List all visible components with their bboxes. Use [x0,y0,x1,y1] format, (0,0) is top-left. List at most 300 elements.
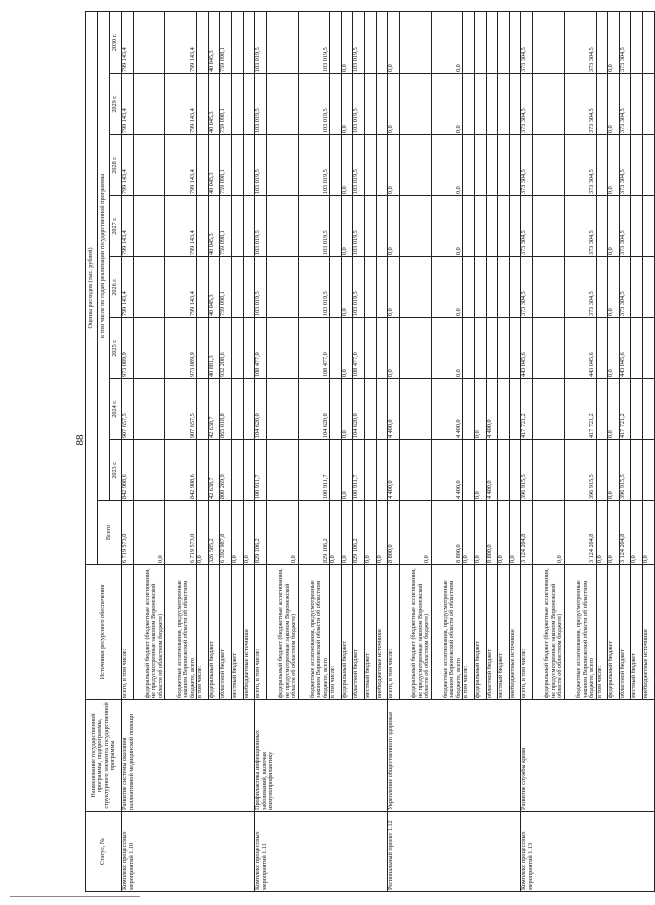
year-value-cell [266,379,298,440]
year-value-cell: 759 098,1 [220,11,232,73]
year-value-cell: 0,0 [608,74,620,135]
year-value-cell: 108 477,0 [353,318,365,379]
year-value-cell [133,11,165,73]
year-value-cell [243,318,255,379]
year-value-cell [643,135,655,196]
total-cell: 6 719 573,0 [122,501,134,565]
year-value-cell [486,196,498,257]
year-value-cell: 0,0 [475,440,487,501]
year-value-cell: 0,0 [431,196,463,257]
year-value-cell: 373 304,5 [564,135,596,196]
header-by-years: в том числе по годам реализации государственной программы [98,11,110,500]
year-value-cell: 108 477,0 [255,318,267,379]
year-value-cell [133,440,165,501]
year-value-cell [133,318,165,379]
year-value-cell: 0,0 [341,257,353,318]
source-cell: федеральный бюджет (бюджетные ассигнования, не предусмотренные законом Воронежской области об областном бюджете) [533,565,565,700]
table-body [122,11,655,891]
total-cell: 0,0 [631,501,643,565]
year-value-cell [197,135,209,196]
year-value-cell: 103 019,5 [298,74,330,135]
year-value-cell: 42 638,7 [208,440,220,501]
source-cell: в том числе: [197,565,209,700]
source-cell: федеральный бюджет [341,565,353,700]
year-value-cell: 0,0 [608,135,620,196]
year-value-cell [399,379,431,440]
year-value-cell [533,257,565,318]
year-value-cell: 42 638,7 [208,379,220,440]
year-value-cell [498,257,510,318]
source-cell: в том числе: [463,565,475,700]
source-cell: бюджетные ассигнования, предусмотренные законом Воронежской области об областном бюджете, всего [431,565,463,700]
total-cell: 0,0 [475,501,487,565]
source-cell: внебюджетные источники [376,565,388,700]
header-year: 2030 г. [110,11,122,73]
year-value-cell: 40 045,3 [208,74,220,135]
year-value-cell: 103 019,5 [298,257,330,318]
year-value-cell [475,196,487,257]
year-value-cell: 0,0 [608,257,620,318]
year-value-cell [266,135,298,196]
year-value-cell [631,318,643,379]
source-cell: местный бюджет [631,565,643,700]
year-value-cell [463,11,475,73]
year-value-cell [463,440,475,501]
year-value-cell [399,74,431,135]
year-value-cell [596,196,608,257]
year-value-cell: 373 304,5 [619,74,631,135]
header-estimate: Оценка расходов (тыс. рублей) [86,11,98,564]
year-value-cell: 417 721,2 [521,379,533,440]
source-cell: в том числе: [330,565,342,700]
year-value-cell [330,257,342,318]
source-cell: федеральный бюджет [208,565,220,700]
year-value-cell: 4 400,0 [431,440,463,501]
year-value-cell: 0,0 [388,257,400,318]
year-value-cell: 40 045,3 [208,11,220,73]
year-value-cell: 0,0 [431,74,463,135]
year-value-cell: 108 477,0 [298,318,330,379]
year-value-cell: 443 045,6 [521,318,533,379]
year-value-cell [399,257,431,318]
source-cell: областной бюджет [619,565,631,700]
year-value-cell [475,74,487,135]
year-value-cell [231,11,243,73]
year-value-cell: 0,0 [388,196,400,257]
rotated-page [85,12,655,892]
year-value-cell [498,135,510,196]
header-year: 2029 г. [110,74,122,135]
year-value-cell [197,440,209,501]
year-value-cell: 0,0 [608,318,620,379]
year-value-cell: 373 304,5 [564,257,596,318]
year-value-cell [376,135,388,196]
year-value-cell [266,74,298,135]
year-value-cell [631,379,643,440]
year-value-cell: 103 019,5 [298,135,330,196]
year-value-cell [243,74,255,135]
year-value-cell [498,74,510,135]
year-value-cell [376,11,388,73]
total-cell: 326 585,2 [208,501,220,565]
source-cell: областной бюджет [353,565,365,700]
year-value-cell [631,257,643,318]
year-value-cell [631,196,643,257]
year-value-cell: 100 911,7 [298,440,330,501]
year-value-cell [596,74,608,135]
year-value-cell [596,440,608,501]
year-value-cell [330,196,342,257]
year-value-cell [631,11,643,73]
year-value-cell [463,196,475,257]
year-value-cell [643,196,655,257]
year-value-cell [509,135,521,196]
year-value-cell [330,379,342,440]
year-value-cell: 0,0 [341,440,353,501]
program-name-cell: Развитие службы крови [521,700,655,812]
year-value-cell [330,11,342,73]
year-value-cell [643,11,655,73]
year-value-cell: 103 019,5 [255,196,267,257]
year-value-cell: 373 304,5 [619,11,631,73]
year-value-cell [509,318,521,379]
year-value-cell: 104 620,0 [298,379,330,440]
status-cell: Комплекс процессных мероприятий 1.11 [255,812,388,892]
total-cell: 0,0 [509,501,521,565]
year-value-cell: 373 304,5 [521,11,533,73]
year-value-cell: 40 045,3 [208,196,220,257]
table-row [388,11,400,891]
year-value-cell: 396 915,5 [521,440,533,501]
year-value-cell: 396 915,5 [619,440,631,501]
source-cell: федеральный бюджет [608,565,620,700]
year-value-cell: 907 657,5 [122,379,134,440]
year-value-cell [330,74,342,135]
year-value-cell [197,318,209,379]
table-row [255,11,267,891]
year-value-cell [376,379,388,440]
total-cell: 6 392 987,8 [220,501,232,565]
total-cell: 3 124 204,8 [521,501,533,565]
year-value-cell [243,257,255,318]
header-year: 2026 г. [110,257,122,318]
year-value-cell: 759 098,1 [220,135,232,196]
source-cell: внебюджетные источники [509,565,521,700]
source-cell: всего, в том числе: [388,565,400,700]
total-cell: 0,0 [243,501,255,565]
year-value-cell: 40 045,3 [208,135,220,196]
year-value-cell: 100 911,7 [353,440,365,501]
year-value-cell [596,379,608,440]
year-value-cell [486,135,498,196]
year-value-cell: 0,0 [341,196,353,257]
total-cell: 3 124 204,8 [619,501,631,565]
header-status: Статус, № [86,812,122,892]
year-value-cell: 103 019,5 [353,135,365,196]
year-value-cell: 373 304,5 [564,11,596,73]
year-value-cell [509,11,521,73]
header-total: Всего [98,501,122,565]
header-year: 2023 г. [110,440,122,501]
year-value-cell: 373 304,5 [521,257,533,318]
year-value-cell: 4 400,0 [486,440,498,501]
source-cell: областной бюджет [220,565,232,700]
year-value-cell: 104 620,0 [255,379,267,440]
header-year: 2024 г. [110,379,122,440]
source-cell: федеральный бюджет [475,565,487,700]
year-value-cell: 799 143,4 [122,257,134,318]
total-cell: 8 800,0 [431,501,463,565]
source-cell: всего, в том числе: [122,565,134,700]
year-value-cell [643,318,655,379]
year-value-cell: 417 721,2 [619,379,631,440]
year-value-cell [231,379,243,440]
year-value-cell: 799 143,4 [165,257,197,318]
year-value-cell [365,440,377,501]
year-value-cell [533,74,565,135]
year-value-cell: 373 304,5 [619,257,631,318]
year-value-cell [231,135,243,196]
year-value-cell: 0,0 [431,257,463,318]
year-value-cell [266,440,298,501]
year-value-cell: 0,0 [608,440,620,501]
year-value-cell: 0,0 [388,11,400,73]
year-value-cell [463,135,475,196]
status-cell: Комплекс процессных мероприятий 1.13 [521,812,655,892]
total-cell: 0,0 [231,501,243,565]
year-value-cell [231,318,243,379]
source-cell: федеральный бюджет (бюджетные ассигнования, не предусмотренные законом Воронежской области об областном бюджете) [399,565,431,700]
year-value-cell [463,257,475,318]
year-value-cell [266,257,298,318]
total-cell: 0,0 [266,501,298,565]
year-value-cell [643,440,655,501]
year-value-cell [330,440,342,501]
year-value-cell: 0,0 [341,74,353,135]
year-value-cell [399,440,431,501]
year-value-cell: 759 098,1 [220,196,232,257]
year-value-cell: 799 143,4 [122,74,134,135]
year-value-cell: 932 208,6 [220,318,232,379]
year-value-cell: 103 019,5 [255,135,267,196]
table-header [86,11,122,891]
year-value-cell [243,379,255,440]
year-value-cell: 842 908,6 [165,440,197,501]
source-cell: федеральный бюджет (бюджетные ассигнования, не предусмотренные законом Воронежской области об областном бюджете) [133,565,165,700]
year-value-cell: 0,0 [341,135,353,196]
year-value-cell [399,135,431,196]
header-source: Источники ресурсного обеспечения [86,565,122,700]
year-value-cell [231,257,243,318]
year-value-cell: 0,0 [608,196,620,257]
year-value-cell: 0,0 [608,11,620,73]
year-value-cell: 100 911,7 [255,440,267,501]
year-value-cell [365,135,377,196]
year-value-cell [243,440,255,501]
year-value-cell [475,135,487,196]
total-cell: 0,0 [197,501,209,565]
source-cell: всего, в том числе: [521,565,533,700]
year-value-cell: 799 143,4 [165,196,197,257]
year-value-cell [498,196,510,257]
year-value-cell [486,11,498,73]
year-value-cell: 799 143,4 [165,11,197,73]
year-value-cell [475,318,487,379]
year-value-cell [133,196,165,257]
year-value-cell: 40 881,3 [208,318,220,379]
total-cell: 0,0 [341,501,353,565]
year-value-cell: 907 657,5 [165,379,197,440]
total-cell: 0,0 [365,501,377,565]
total-cell: 0,0 [643,501,655,565]
year-value-cell: 842 908,6 [122,440,134,501]
year-value-cell: 0,0 [388,74,400,135]
year-value-cell: 373 304,5 [564,196,596,257]
year-value-cell: 799 143,4 [122,135,134,196]
year-value-cell: 373 304,5 [521,74,533,135]
source-cell: внебюджетные источники [243,565,255,700]
source-cell: местный бюджет [498,565,510,700]
year-value-cell [365,11,377,73]
year-value-cell: 103 019,5 [255,74,267,135]
total-cell: 0,0 [399,501,431,565]
year-value-cell [231,74,243,135]
program-name-cell: Профилактика инфекционных заболеваний, включая иммунопрофилактику [255,700,388,812]
year-value-cell [365,318,377,379]
year-value-cell: 865 018,8 [220,379,232,440]
source-cell: бюджетные ассигнования, предусмотренные законом Воронежской области об областном бюджете, всего [298,565,330,700]
year-value-cell [133,379,165,440]
source-cell: местный бюджет [365,565,377,700]
year-value-cell: 759 098,1 [220,74,232,135]
year-value-cell: 0,0 [341,11,353,73]
year-value-cell [631,440,643,501]
year-value-cell [365,379,377,440]
source-cell: федеральный бюджет (бюджетные ассигнования, не предусмотренные законом Воронежской области об областном бюджете) [266,565,298,700]
table-row [521,11,533,891]
year-value-cell [533,318,565,379]
year-value-cell: 443 045,6 [564,318,596,379]
year-value-cell [133,257,165,318]
source-cell: областной бюджет [486,565,498,700]
year-value-cell: 973 089,9 [122,318,134,379]
year-value-cell: 373 304,5 [521,196,533,257]
year-value-cell [197,257,209,318]
program-name-cell: Развитие системы оказания паллиативной медицинской помощи [122,700,255,812]
year-value-cell [133,135,165,196]
budget-table [85,11,655,892]
year-value-cell: 799 143,4 [122,11,134,73]
year-value-cell: 373 304,5 [619,196,631,257]
header-year: 2025 г. [110,318,122,379]
header-name: Наименование государственной программы, подпрограммы, структурного элемента государственной программы [86,700,122,812]
total-cell: 0,0 [596,501,608,565]
year-value-cell [643,74,655,135]
year-value-cell [475,257,487,318]
year-value-cell: 103 019,5 [298,196,330,257]
year-value-cell: 0,0 [431,11,463,73]
page-number: 88 [74,434,86,446]
total-cell: 829 106,2 [255,501,267,565]
year-value-cell [399,11,431,73]
year-value-cell: 0,0 [388,135,400,196]
year-value-cell [376,74,388,135]
year-value-cell [243,196,255,257]
year-value-cell [399,318,431,379]
year-value-cell [463,74,475,135]
year-value-cell: 103 019,5 [255,257,267,318]
total-cell: 0,0 [498,501,510,565]
year-value-cell [596,135,608,196]
year-value-cell [631,74,643,135]
year-value-cell [631,135,643,196]
year-value-cell [197,11,209,73]
year-value-cell: 373 304,5 [521,135,533,196]
year-value-cell: 443 045,6 [619,318,631,379]
year-value-cell [231,196,243,257]
year-value-cell: 103 019,5 [353,196,365,257]
source-cell: бюджетные ассигнования, предусмотренные законом Воронежской области об областном бюджете, всего [165,565,197,700]
year-value-cell: 0,0 [388,318,400,379]
year-value-cell [197,379,209,440]
year-value-cell [365,196,377,257]
total-cell: 829 106,2 [298,501,330,565]
year-value-cell: 799 143,4 [122,196,134,257]
year-value-cell [376,196,388,257]
year-value-cell [643,379,655,440]
year-value-cell: 103 019,5 [255,11,267,73]
year-value-cell [475,11,487,73]
year-value-cell: 104 620,0 [353,379,365,440]
total-cell: 0,0 [608,501,620,565]
year-value-cell [463,379,475,440]
source-cell: в том числе: [596,565,608,700]
total-cell: 3 124 204,8 [564,501,596,565]
total-cell: 0,0 [330,501,342,565]
year-value-cell: 0,0 [341,379,353,440]
source-cell: внебюджетные источники [643,565,655,700]
year-value-cell [596,11,608,73]
year-value-cell [243,11,255,73]
year-value-cell [533,196,565,257]
header-year: 2028 г. [110,135,122,196]
year-value-cell: 4 400,0 [388,379,400,440]
status-cell: Региональный проект 1.12 [388,812,521,892]
program-name-cell: Укрепление общественного здоровья [388,700,521,812]
year-value-cell: 103 019,5 [298,11,330,73]
year-value-cell [509,379,521,440]
year-value-cell [266,11,298,73]
year-value-cell [376,440,388,501]
year-value-cell: 799 143,4 [165,135,197,196]
year-value-cell [533,135,565,196]
year-value-cell [243,135,255,196]
year-value-cell: 396 915,5 [564,440,596,501]
year-value-cell: 417 721,2 [564,379,596,440]
year-value-cell: 4 400,0 [388,440,400,501]
year-value-cell [365,257,377,318]
year-value-cell: 373 304,5 [619,135,631,196]
total-cell: 0,0 [463,501,475,565]
total-cell: 8 800,0 [388,501,400,565]
year-value-cell [643,257,655,318]
year-value-cell [498,318,510,379]
total-cell: 8 800,0 [486,501,498,565]
year-value-cell: 0,0 [431,135,463,196]
year-value-cell [596,257,608,318]
year-value-cell [533,440,565,501]
year-value-cell [486,257,498,318]
